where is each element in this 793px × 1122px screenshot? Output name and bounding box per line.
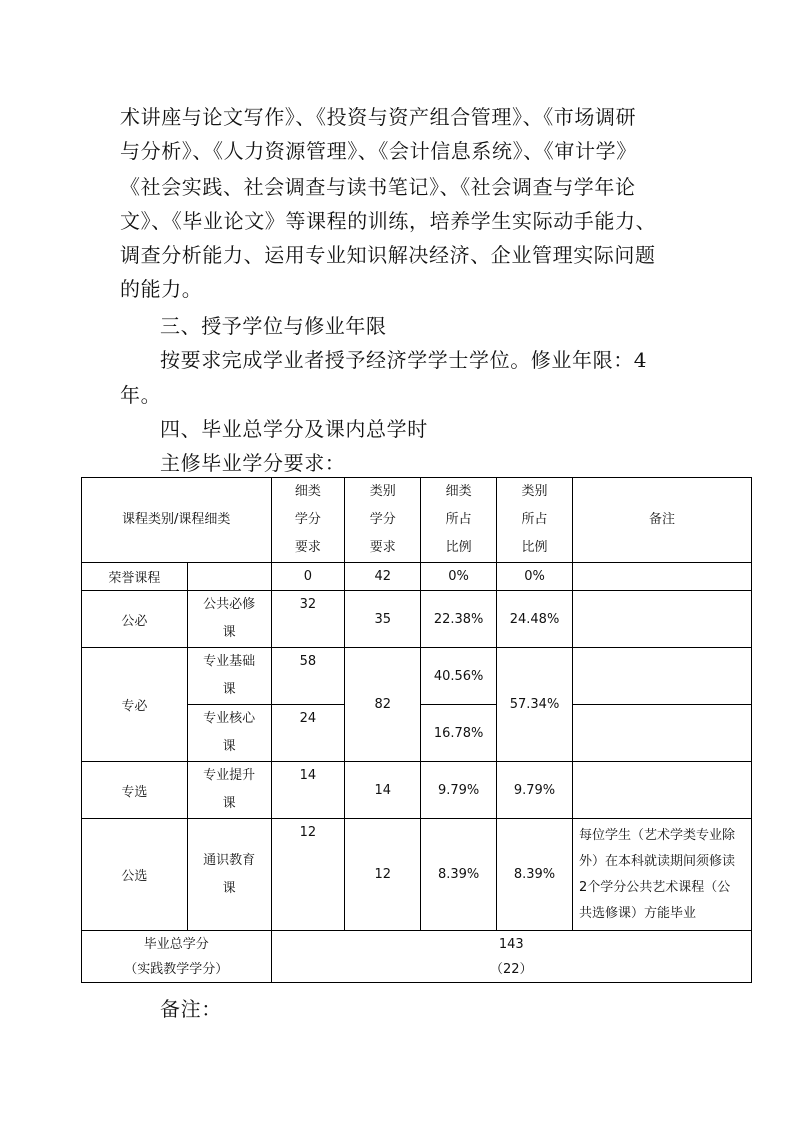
header-remark: 备注 [572,478,751,563]
remark-cell: 每位学生（艺术学类专业除 外）在本科就读期间须修读 2个学分公共艺术课程（公 共选修课）方能毕业 [572,819,751,931]
category-cell: 专选 [82,762,188,819]
cat-ratio-cell: 9.79% [497,762,573,819]
header-sub-credit: 细类 学分 要求 [271,478,345,563]
section3-heading: 三、授予学位与修业年限 [160,314,387,338]
sub-ratio-cell: 16.78% [421,705,497,762]
section3-body-cont: 年。 [120,383,162,407]
table-row-major-elective [82,762,752,819]
cat-credit-cell: 82 [345,648,421,762]
paragraph-line: 术讲座与论文写作》、《投资与资产组合管理》、《市场调研 [120,105,637,129]
table-row-public-required [82,591,752,648]
cat-ratio-cell: 57.34% [497,648,573,762]
remark-cell [572,705,751,762]
total-value-cell: 143 （22） [271,931,752,983]
category-cell: 专必 [82,648,188,762]
sub-ratio-cell: 22.38% [421,591,497,648]
cat-credit-cell: 14 [345,762,421,819]
sub-ratio-cell: 0% [421,563,497,591]
section4-heading: 四、毕业总学分及课内总学时 [160,417,428,441]
paragraph-line: 《社会实践、社会调查与读书笔记》、《社会调查与学年论 [120,175,636,199]
header-category: 课程类别/课程细类 [82,478,272,563]
subcategory-cell: 专业核心 课 [187,705,271,762]
credit-requirements-table [81,477,752,983]
header-cat-credit: 类别 学分 要求 [345,478,421,563]
subcategory-cell: 公共必修 课 [187,591,271,648]
header-sub-ratio: 细类 所占 比例 [421,478,497,563]
table-row-total [82,931,752,983]
empty-cell [187,563,271,591]
remark-heading: 备注： [160,997,222,1021]
cat-ratio-cell: 8.39% [497,819,573,931]
paragraph-line: 与分析》、《人力资源管理》、《会计信息系统》、《审计学》 [120,139,637,163]
table-caption: 主修毕业学分要求： [160,451,346,475]
paragraph-line: 调查分析能力、运用专业知识解决经济、企业管理实际问题 [120,243,656,267]
sub-credit-cell: 12 [271,819,345,931]
header-cat-ratio: 类别 所占 比例 [497,478,573,563]
category-cell: 公必 [82,591,188,648]
remark-cell [572,563,751,591]
sub-ratio-cell: 8.39% [421,819,497,931]
sub-credit-cell: 0 [271,563,345,591]
table-header-row [82,478,752,563]
sub-credit-cell: 32 [271,591,345,648]
cat-ratio-cell: 0% [497,563,573,591]
subcategory-cell: 专业提升 课 [187,762,271,819]
cat-credit-cell: 12 [345,819,421,931]
sub-ratio-cell: 40.56% [421,648,497,705]
subcategory-cell: 专业基础 课 [187,648,271,705]
cat-credit-cell: 35 [345,591,421,648]
total-label-cell: 毕业总学分 （实践教学学分） [82,931,272,983]
remark-cell [572,762,751,819]
remark-cell [572,591,751,648]
table-row-major-basic [82,648,752,705]
table-row-public-elective [82,819,752,931]
paragraph-line: 文》、《毕业论文》等课程的训练，培养学生实际动手能力、 [120,209,657,233]
category-cell: 荣誉课程 [82,563,188,591]
remark-cell [572,648,751,705]
sub-credit-cell: 58 [271,648,345,705]
sub-ratio-cell: 9.79% [421,762,497,819]
section3-body: 按要求完成学业者授予经济学学士学位。修业年限：4 [160,348,648,372]
paragraph-line: 的能力。 [120,277,203,301]
table-row-honors [82,563,752,591]
sub-credit-cell: 24 [271,705,345,762]
cat-credit-cell: 42 [345,563,421,591]
cat-ratio-cell: 24.48% [497,591,573,648]
category-cell: 公选 [82,819,188,931]
sub-credit-cell: 14 [271,762,345,819]
subcategory-cell: 通识教育 课 [187,819,271,931]
